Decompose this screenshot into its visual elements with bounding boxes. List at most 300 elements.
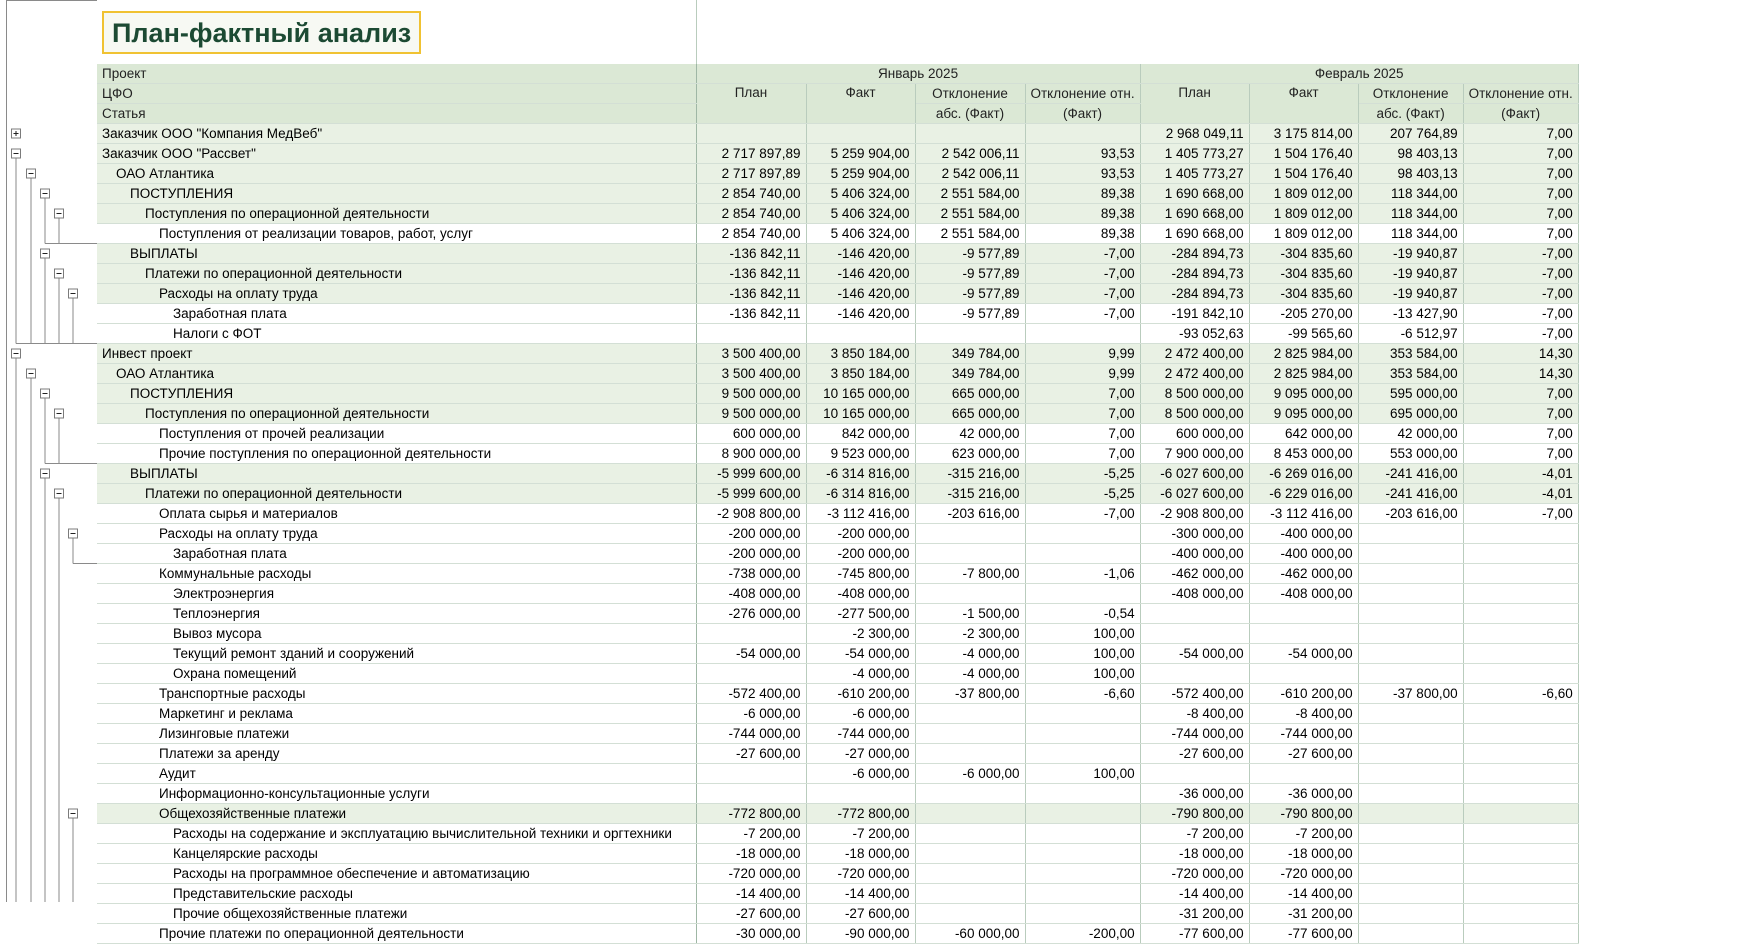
cell-dev-rel-feb [1463, 604, 1578, 624]
cell-dev-rel-jan [1025, 724, 1140, 744]
table-row[interactable] [97, 244, 1578, 264]
table-row[interactable] [97, 484, 1578, 504]
table-row[interactable] [97, 804, 1578, 824]
cell-dev-abs-jan [915, 804, 1025, 824]
header-col-dev-abs-jan: Отклонение [915, 84, 1025, 104]
cell-plan-jan: -30 000,00 [696, 924, 806, 944]
cell-plan-feb: -36 000,00 [1140, 784, 1249, 804]
cell-dev-abs-jan: -9 577,89 [915, 284, 1025, 304]
cell-dev-abs-feb [1358, 804, 1463, 824]
cell-dev-abs-feb [1358, 704, 1463, 724]
cell-dev-abs-jan [915, 584, 1025, 604]
row-label: Расходы на содержание и эксплуатацию вычислительной техники и оргтехники [97, 824, 696, 844]
cell-dev-abs-feb [1358, 524, 1463, 544]
table-row[interactable] [97, 184, 1578, 204]
cell-dev-abs-feb: -19 940,87 [1358, 244, 1463, 264]
cell-plan-jan: 2 854 740,00 [696, 224, 806, 244]
row-label: ВЫПЛАТЫ [97, 244, 696, 264]
cell-dev-rel-jan [1025, 824, 1140, 844]
cell-plan-feb: 600 000,00 [1140, 424, 1249, 444]
cell-plan-feb: 8 500 000,00 [1140, 404, 1249, 424]
row-label: Платежи по операционной деятельности [97, 484, 696, 504]
cell-fact-jan: -27 000,00 [806, 744, 915, 764]
cell-plan-feb: -790 800,00 [1140, 804, 1249, 824]
cell-dev-rel-jan [1025, 904, 1140, 924]
row-label: Поступления по операционной деятельности [97, 204, 696, 224]
cell-fact-feb: -400 000,00 [1249, 544, 1358, 564]
cell-dev-abs-jan: 665 000,00 [915, 404, 1025, 424]
cell-dev-rel-feb [1463, 704, 1578, 724]
row-label: ВЫПЛАТЫ [97, 464, 696, 484]
cell-dev-abs-jan: -4 000,00 [915, 664, 1025, 684]
cell-plan-jan: 9 500 000,00 [696, 384, 806, 404]
cell-plan-jan: -200 000,00 [696, 524, 806, 544]
cell-dev-abs-jan: -60 000,00 [915, 924, 1025, 944]
cell-fact-feb: -7 200,00 [1249, 824, 1358, 844]
table-row[interactable] [97, 924, 1578, 944]
header-col-dev-rel-feb-2: (Факт) [1463, 104, 1578, 124]
cell-plan-feb: -14 400,00 [1140, 884, 1249, 904]
table-row[interactable] [97, 524, 1578, 544]
cell-dev-rel-jan: 7,00 [1025, 404, 1140, 424]
cell-dev-abs-jan: 2 551 584,00 [915, 184, 1025, 204]
cell-dev-rel-jan: 93,53 [1025, 164, 1140, 184]
cell-dev-abs-jan [915, 124, 1025, 144]
cell-fact-feb: 2 825 984,00 [1249, 364, 1358, 384]
cell-dev-rel-feb: 7,00 [1463, 424, 1578, 444]
collapse-icon[interactable] [69, 289, 78, 298]
cell-fact-jan: 842 000,00 [806, 424, 915, 444]
row-label: ПОСТУПЛЕНИЯ [97, 384, 696, 404]
cell-fact-feb: -8 400,00 [1249, 704, 1358, 724]
cell-dev-abs-feb: 42 000,00 [1358, 424, 1463, 444]
table-row[interactable] [97, 584, 1578, 604]
cell-dev-abs-feb [1358, 544, 1463, 564]
row-label: Лизинговые платежи [97, 724, 696, 744]
cell-fact-feb: 642 000,00 [1249, 424, 1358, 444]
table-row[interactable] [97, 844, 1578, 864]
cell-plan-feb: -284 894,73 [1140, 284, 1249, 304]
cell-dev-abs-feb [1358, 784, 1463, 804]
row-label: Прочие общехозяйственные платежи [97, 904, 696, 924]
header-col-dev-rel-jan: Отклонение отн. [1025, 84, 1140, 104]
cell-dev-rel-jan [1025, 844, 1140, 864]
cell-dev-rel-feb: -7,00 [1463, 304, 1578, 324]
row-label: Информационно-консультационные услуги [97, 784, 696, 804]
cell-fact-feb: -205 270,00 [1249, 304, 1358, 324]
cell-plan-jan: -6 000,00 [696, 704, 806, 724]
cell-dev-rel-feb [1463, 644, 1578, 664]
cell-plan-feb: -18 000,00 [1140, 844, 1249, 864]
cell-plan-jan: -27 600,00 [696, 904, 806, 924]
table-row[interactable] [97, 764, 1578, 784]
cell-dev-rel-jan: -7,00 [1025, 264, 1140, 284]
row-label: Коммунальные расходы [97, 564, 696, 584]
cell-fact-feb: 3 175 814,00 [1249, 124, 1358, 144]
cell-dev-rel-feb: -7,00 [1463, 504, 1578, 524]
cell-dev-abs-feb: 353 584,00 [1358, 344, 1463, 364]
title-row [97, 0, 1578, 64]
cell-dev-rel-feb: -7,00 [1463, 284, 1578, 304]
table-row[interactable] [97, 344, 1578, 364]
cell-dev-abs-jan [915, 884, 1025, 904]
cell-dev-rel-feb: -4,01 [1463, 484, 1578, 504]
cell-plan-jan: -18 000,00 [696, 844, 806, 864]
cell-fact-feb: -31 200,00 [1249, 904, 1358, 924]
row-label: Платежи по операционной деятельности [97, 264, 696, 284]
cell-fact-feb: 1 809 012,00 [1249, 204, 1358, 224]
header-col-fact-jan: Факт [806, 84, 915, 124]
collapse-icon[interactable] [41, 389, 50, 398]
collapse-icon[interactable] [55, 209, 64, 218]
cell-plan-jan: -136 842,11 [696, 284, 806, 304]
cell-fact-jan: -6 000,00 [806, 704, 915, 724]
cell-dev-abs-feb [1358, 724, 1463, 744]
cell-dev-abs-feb [1358, 584, 1463, 604]
cell-plan-jan: 2 854 740,00 [696, 204, 806, 224]
table-row[interactable] [97, 464, 1578, 484]
cell-fact-feb: -720 000,00 [1249, 864, 1358, 884]
cell-dev-abs-feb: -241 416,00 [1358, 484, 1463, 504]
cell-fact-jan: 9 523 000,00 [806, 444, 915, 464]
cell-plan-jan: -136 842,11 [696, 304, 806, 324]
cell-plan-feb: -572 400,00 [1140, 684, 1249, 704]
cell-dev-abs-jan: 623 000,00 [915, 444, 1025, 464]
cell-plan-jan: 600 000,00 [696, 424, 806, 444]
table-row[interactable] [97, 564, 1578, 584]
cell-dev-abs-feb [1358, 844, 1463, 864]
table-row[interactable] [97, 264, 1578, 284]
cell-dev-rel-feb [1463, 584, 1578, 604]
cell-dev-abs-jan: -9 577,89 [915, 244, 1025, 264]
cell-plan-feb: 1 690 668,00 [1140, 224, 1249, 244]
cell-plan-feb: -284 894,73 [1140, 264, 1249, 284]
table-row[interactable] [97, 824, 1578, 844]
cell-dev-rel-feb [1463, 564, 1578, 584]
row-label: Представительские расходы [97, 884, 696, 904]
table-row[interactable] [97, 364, 1578, 384]
cell-dev-rel-feb [1463, 784, 1578, 804]
cell-dev-abs-feb [1358, 664, 1463, 684]
table-row[interactable] [97, 324, 1578, 344]
row-label: Электроэнергия [97, 584, 696, 604]
row-label: Транспортные расходы [97, 684, 696, 704]
cell-fact-feb: 1 809 012,00 [1249, 184, 1358, 204]
cell-fact-jan: -772 800,00 [806, 804, 915, 824]
cell-dev-abs-jan: 349 784,00 [915, 344, 1025, 364]
cell-dev-rel-jan: -1,06 [1025, 564, 1140, 584]
cell-dev-abs-jan [915, 844, 1025, 864]
cell-dev-abs-jan: 42 000,00 [915, 424, 1025, 444]
cell-plan-feb: 2 472 400,00 [1140, 344, 1249, 364]
cell-dev-rel-feb: -7,00 [1463, 324, 1578, 344]
cell-fact-jan: 10 165 000,00 [806, 384, 915, 404]
table-row[interactable] [97, 604, 1578, 624]
cell-dev-abs-jan [915, 824, 1025, 844]
cell-plan-jan [696, 664, 806, 684]
expand-icon[interactable] [12, 129, 21, 138]
cell-fact-jan: -27 600,00 [806, 904, 915, 924]
cell-plan-jan [696, 784, 806, 804]
cell-dev-rel-jan: 7,00 [1025, 424, 1140, 444]
row-label: ОАО Атлантика [97, 364, 696, 384]
header-col-dev-abs-jan-2: абс. (Факт) [915, 104, 1025, 124]
cell-dev-abs-jan: -9 577,89 [915, 264, 1025, 284]
cell-dev-rel-feb: -7,00 [1463, 244, 1578, 264]
row-label: Расходы на оплату труда [97, 284, 696, 304]
cell-fact-jan: 3 850 184,00 [806, 344, 915, 364]
cell-fact-jan [806, 324, 915, 344]
cell-dev-rel-feb: 7,00 [1463, 124, 1578, 144]
cell-dev-rel-jan [1025, 884, 1140, 904]
header-dimension-article: Статья [97, 104, 696, 124]
cell-fact-feb [1249, 624, 1358, 644]
cell-dev-abs-feb: -13 427,90 [1358, 304, 1463, 324]
row-label: Заработная плата [97, 304, 696, 324]
cell-fact-jan: -6 314 816,00 [806, 484, 915, 504]
cell-fact-feb [1249, 764, 1358, 784]
cell-plan-feb: -191 842,10 [1140, 304, 1249, 324]
cell-dev-abs-jan [915, 524, 1025, 544]
table-row[interactable] [97, 284, 1578, 304]
cell-plan-jan [696, 324, 806, 344]
cell-plan-jan: 3 500 400,00 [696, 344, 806, 364]
cell-fact-jan: 3 850 184,00 [806, 364, 915, 384]
cell-plan-jan: -2 908 800,00 [696, 504, 806, 524]
table-row[interactable] [97, 544, 1578, 564]
cell-fact-jan: -200 000,00 [806, 524, 915, 544]
cell-fact-feb: -14 400,00 [1249, 884, 1358, 904]
cell-plan-feb: -7 200,00 [1140, 824, 1249, 844]
table-row[interactable] [97, 704, 1578, 724]
cell-fact-feb: 2 825 984,00 [1249, 344, 1358, 364]
table-row[interactable] [97, 424, 1578, 444]
cell-dev-rel-jan [1025, 744, 1140, 764]
cell-plan-feb: -720 000,00 [1140, 864, 1249, 884]
cell-dev-abs-feb: 553 000,00 [1358, 444, 1463, 464]
cell-plan-jan: 2 717 897,89 [696, 164, 806, 184]
cell-dev-rel-feb: 7,00 [1463, 404, 1578, 424]
table-row[interactable] [97, 644, 1578, 664]
table-row[interactable] [97, 404, 1578, 424]
cell-fact-jan: -745 800,00 [806, 564, 915, 584]
row-label: Общехозяйственные платежи [97, 804, 696, 824]
table-row[interactable] [97, 164, 1578, 184]
cell-dev-abs-feb [1358, 604, 1463, 624]
collapse-icon[interactable] [55, 489, 64, 498]
collapse-icon[interactable] [69, 529, 78, 538]
table-row[interactable] [97, 744, 1578, 764]
cell-dev-abs-jan: 665 000,00 [915, 384, 1025, 404]
cell-plan-jan: 2 854 740,00 [696, 184, 806, 204]
cell-dev-abs-feb: 207 764,89 [1358, 124, 1463, 144]
cell-fact-feb: -6 229 016,00 [1249, 484, 1358, 504]
cell-dev-rel-feb [1463, 804, 1578, 824]
cell-dev-rel-feb [1463, 924, 1578, 944]
cell-plan-jan: -27 600,00 [696, 744, 806, 764]
table-row[interactable] [97, 444, 1578, 464]
cell-dev-abs-jan: 2 551 584,00 [915, 224, 1025, 244]
cell-plan-feb [1140, 764, 1249, 784]
cell-dev-abs-feb [1358, 904, 1463, 924]
header-col-dev-abs-feb-2: абс. (Факт) [1358, 104, 1463, 124]
cell-dev-abs-feb: 98 403,13 [1358, 144, 1463, 164]
row-label: Прочие поступления по операционной деятельности [97, 444, 696, 464]
cell-dev-rel-feb [1463, 744, 1578, 764]
table-row[interactable] [97, 204, 1578, 224]
cell-plan-feb: 7 900 000,00 [1140, 444, 1249, 464]
cell-fact-feb: 8 453 000,00 [1249, 444, 1358, 464]
cell-dev-rel-jan: -7,00 [1025, 284, 1140, 304]
cell-dev-abs-jan: -203 616,00 [915, 504, 1025, 524]
cell-dev-abs-jan [915, 544, 1025, 564]
cell-dev-abs-jan: -4 000,00 [915, 644, 1025, 664]
cell-dev-abs-feb [1358, 764, 1463, 784]
cell-fact-jan: -146 420,00 [806, 244, 915, 264]
cell-dev-rel-feb [1463, 844, 1578, 864]
row-label: Поступления от прочей реализации [97, 424, 696, 444]
table-row[interactable] [97, 884, 1578, 904]
cell-fact-jan: -200 000,00 [806, 544, 915, 564]
table-row[interactable] [97, 384, 1578, 404]
table-row[interactable] [97, 904, 1578, 924]
cell-dev-rel-feb [1463, 884, 1578, 904]
cell-dev-rel-feb [1463, 904, 1578, 924]
collapse-icon[interactable] [27, 169, 36, 178]
table-row[interactable] [97, 124, 1578, 144]
row-label: Заказчик ООО "Рассвет" [97, 144, 696, 164]
cell-plan-jan: 2 717 897,89 [696, 144, 806, 164]
cell-dev-rel-jan: -5,25 [1025, 464, 1140, 484]
cell-dev-rel-jan: 7,00 [1025, 444, 1140, 464]
table-row[interactable] [97, 224, 1578, 244]
cell-plan-feb: 2 968 049,11 [1140, 124, 1249, 144]
header-col-dev-abs-feb: Отклонение [1358, 84, 1463, 104]
cell-fact-jan: -277 500,00 [806, 604, 915, 624]
cell-fact-feb: -99 565,60 [1249, 324, 1358, 344]
table-row[interactable] [97, 504, 1578, 524]
collapse-icon[interactable] [41, 249, 50, 258]
cell-dev-abs-jan [915, 704, 1025, 724]
cell-dev-rel-feb: -6,60 [1463, 684, 1578, 704]
cell-dev-abs-jan: 349 784,00 [915, 364, 1025, 384]
collapse-icon[interactable] [55, 409, 64, 418]
cell-fact-feb: -304 835,60 [1249, 244, 1358, 264]
cell-plan-feb: -400 000,00 [1140, 544, 1249, 564]
collapse-icon[interactable] [41, 189, 50, 198]
cell-plan-jan: -772 800,00 [696, 804, 806, 824]
cell-plan-jan: -136 842,11 [696, 244, 806, 264]
cell-fact-feb: -610 200,00 [1249, 684, 1358, 704]
table-row[interactable] [97, 664, 1578, 684]
cell-dev-rel-jan [1025, 784, 1140, 804]
cell-plan-jan: -5 999 600,00 [696, 484, 806, 504]
cell-dev-rel-jan: 9,99 [1025, 344, 1140, 364]
row-label: Платежи за аренду [97, 744, 696, 764]
cell-fact-jan: -6 000,00 [806, 764, 915, 784]
table-row[interactable] [97, 144, 1578, 164]
row-label: Заказчик ООО "Компания МедВеб" [97, 124, 696, 144]
cell-plan-feb: -93 052,63 [1140, 324, 1249, 344]
collapse-icon[interactable] [27, 369, 36, 378]
collapse-icon[interactable] [41, 469, 50, 478]
cell-plan-jan [696, 624, 806, 644]
cell-dev-abs-jan [915, 784, 1025, 804]
cell-plan-jan: -744 000,00 [696, 724, 806, 744]
cell-fact-feb: -790 800,00 [1249, 804, 1358, 824]
cell-plan-feb: -284 894,73 [1140, 244, 1249, 264]
cell-dev-abs-jan: -1 500,00 [915, 604, 1025, 624]
cell-dev-abs-feb [1358, 884, 1463, 904]
cell-plan-jan [696, 764, 806, 784]
cell-fact-jan: -146 420,00 [806, 284, 915, 304]
cell-dev-abs-jan: -315 216,00 [915, 484, 1025, 504]
cell-dev-rel-jan: -0,54 [1025, 604, 1140, 624]
row-label: Канцелярские расходы [97, 844, 696, 864]
cell-dev-abs-feb [1358, 924, 1463, 944]
cell-dev-abs-feb [1358, 564, 1463, 584]
cell-plan-jan: 3 500 400,00 [696, 364, 806, 384]
table-row[interactable] [97, 784, 1578, 804]
cell-dev-rel-jan: -6,60 [1025, 684, 1140, 704]
cell-dev-rel-feb: 7,00 [1463, 204, 1578, 224]
table-row[interactable] [97, 304, 1578, 324]
cell-dev-abs-jan [915, 744, 1025, 764]
cell-fact-jan: -54 000,00 [806, 644, 915, 664]
cell-fact-jan: -744 000,00 [806, 724, 915, 744]
header-col-plan-feb: План [1140, 84, 1249, 124]
cell-plan-feb: 8 500 000,00 [1140, 384, 1249, 404]
cell-dev-rel-jan [1025, 704, 1140, 724]
cell-fact-jan: -6 314 816,00 [806, 464, 915, 484]
row-label: Инвест проект [97, 344, 696, 364]
cell-fact-feb: -304 835,60 [1249, 284, 1358, 304]
collapse-icon[interactable] [55, 269, 64, 278]
cell-dev-rel-feb [1463, 544, 1578, 564]
cell-dev-abs-jan [915, 904, 1025, 924]
cell-dev-rel-jan [1025, 544, 1140, 564]
cell-plan-jan: -720 000,00 [696, 864, 806, 884]
table-row[interactable] [97, 624, 1578, 644]
cell-plan-jan: -7 200,00 [696, 824, 806, 844]
cell-plan-jan [696, 124, 806, 144]
cell-plan-jan: -408 000,00 [696, 584, 806, 604]
cell-fact-feb: -36 000,00 [1249, 784, 1358, 804]
cell-dev-rel-jan: 100,00 [1025, 624, 1140, 644]
cell-dev-abs-feb [1358, 624, 1463, 644]
cell-plan-feb: 1 690 668,00 [1140, 184, 1249, 204]
collapse-icon[interactable] [12, 349, 21, 358]
cell-dev-abs-feb: 595 000,00 [1358, 384, 1463, 404]
cell-dev-rel-jan: 89,38 [1025, 204, 1140, 224]
table-row[interactable] [97, 684, 1578, 704]
cell-dev-rel-jan: -7,00 [1025, 244, 1140, 264]
collapse-icon[interactable] [69, 809, 78, 818]
header-col-plan-jan: План [696, 84, 806, 124]
cell-fact-jan: -2 300,00 [806, 624, 915, 644]
table-row[interactable] [97, 724, 1578, 744]
cell-dev-rel-feb: 7,00 [1463, 224, 1578, 244]
header-row-1 [97, 64, 1578, 84]
cell-plan-feb: 1 405 773,27 [1140, 144, 1249, 164]
collapse-icon[interactable] [12, 149, 21, 158]
cell-plan-jan: -200 000,00 [696, 544, 806, 564]
cell-dev-rel-feb: 7,00 [1463, 444, 1578, 464]
table-row[interactable] [97, 864, 1578, 884]
cell-plan-jan: -738 000,00 [696, 564, 806, 584]
row-label: Оплата сырья и материалов [97, 504, 696, 524]
cell-dev-abs-feb: -19 940,87 [1358, 264, 1463, 284]
